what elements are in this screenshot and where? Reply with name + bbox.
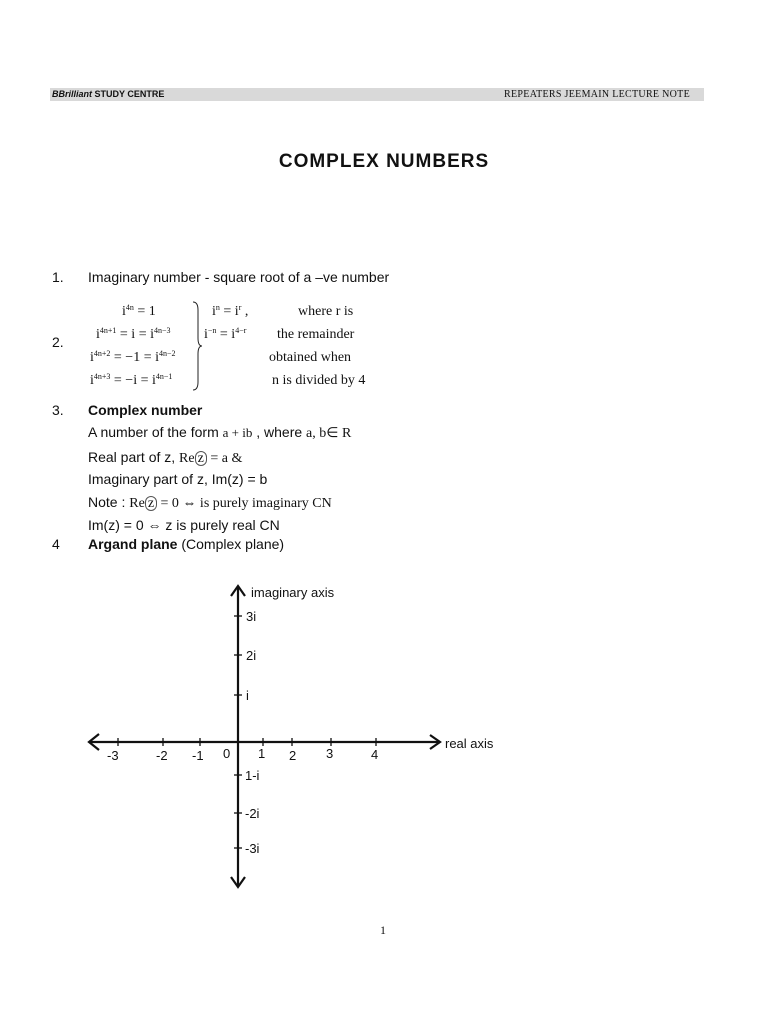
item4-heading: Argand plane (Complex plane)	[88, 536, 285, 552]
power-row-1: $i^{4n} = 1$	[122, 303, 156, 319]
y-tick-label: -3i	[245, 841, 260, 856]
x-tick-label: 2	[289, 748, 297, 763]
x-tick-label: 1	[258, 746, 266, 761]
page-number: 1	[380, 923, 386, 937]
x-tick-label: -2	[156, 748, 168, 763]
item3-line-real-cn: Im(z) = 0 ⇔ z is purely real CN	[88, 517, 280, 533]
y-tick-label: 3i	[246, 609, 257, 624]
item1-number: 1.	[52, 269, 64, 285]
where-line-4: n is divided by 4	[272, 373, 366, 388]
x-tick-label: -3	[107, 748, 119, 763]
item3-heading: Complex number	[88, 402, 203, 418]
item4-number: 4	[52, 536, 60, 552]
x-tick-label: 4	[371, 747, 379, 762]
argand-diagram	[0, 570, 768, 900]
item3-line-form: A number of the form a + ib , where a, b∈ R	[88, 424, 352, 441]
y-tick-label: -2i	[245, 806, 260, 821]
real-axis-label: real axis	[445, 736, 494, 751]
origin-label: 0	[223, 746, 231, 761]
power-rule-2: $i^{-n} = i^{4-r}$	[204, 326, 247, 342]
power-rule-1: $i^n = i^r$ ,	[212, 303, 249, 319]
item3-line-real: Real part of z, Re z = a &	[88, 449, 243, 466]
y-tick-label: 1-i	[245, 768, 260, 783]
item2-number: 2.	[52, 334, 64, 350]
where-line-2: the remainder	[277, 327, 355, 342]
imaginary-axis-label: imaginary axis	[251, 585, 335, 600]
header-brand: BBrilliant STUDY CENTRE	[52, 89, 165, 99]
item3-line-note: Note : Re z = 0 ⇔ is purely imaginary CN	[88, 494, 332, 511]
power-row-3: $i^{4n+2} = -1 = i^{4n-2}$	[90, 349, 176, 365]
header-bar	[50, 88, 704, 101]
header-right-text: REPEATERS JEEMAIN LECTURE NOTE	[504, 89, 690, 100]
power-row-4: $i^{4n+3} = -i = i^{4n-1}$	[90, 372, 173, 388]
y-tick-label: 2i	[246, 648, 257, 663]
item3-number: 3.	[52, 402, 64, 418]
x-tick-label: -1	[192, 748, 204, 763]
page-title: COMPLEX NUMBERS	[278, 151, 490, 172]
power-row-2: $i^{4n+1} = i = i^{4n-3}$	[96, 326, 171, 342]
item3-line-imag: Imaginary part of z, Im(z) = b	[88, 471, 268, 487]
item1-text: Imaginary number - square root of a –ve number	[88, 269, 390, 285]
where-line-1: where r is	[298, 304, 354, 319]
x-tick-label: 3	[326, 746, 334, 761]
y-tick-label: i	[246, 688, 249, 703]
right-brace	[190, 300, 204, 392]
where-line-3: obtained when	[269, 350, 352, 365]
